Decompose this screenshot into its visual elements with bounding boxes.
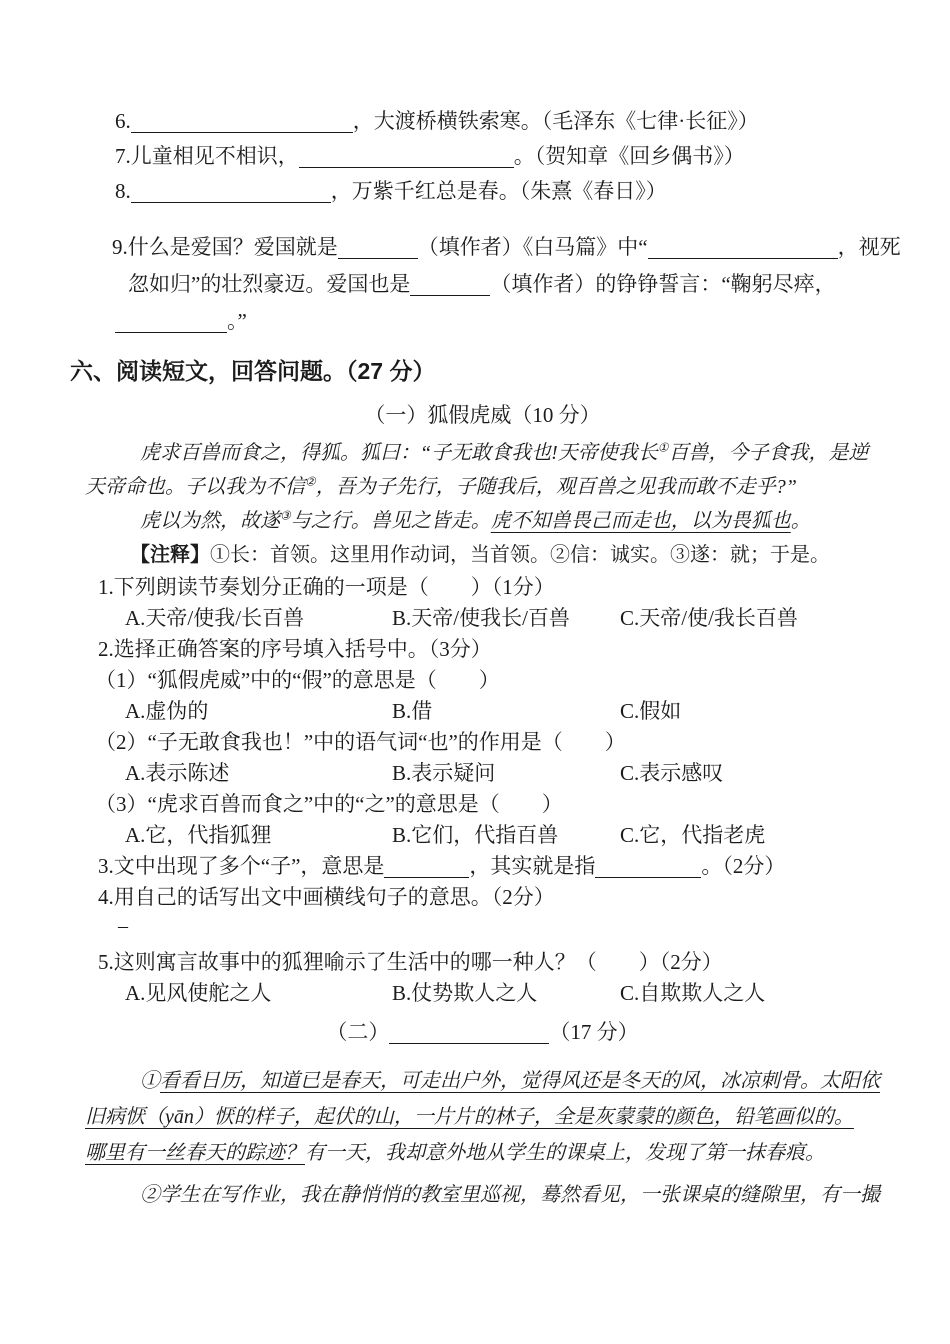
q4-stem: 4.用自己的话写出文中画横线句子的意思。（2分） bbox=[98, 885, 555, 909]
part-two-title: （二） （17 分） bbox=[326, 1020, 639, 1044]
fill-blank-question-7: 7.儿童相见不相识， 。（贺知章《回乡偶书》） bbox=[115, 144, 745, 168]
q2-sub2-option-c: C.表示感叹 bbox=[620, 761, 724, 785]
answer-blank bbox=[384, 876, 469, 878]
answer-blank bbox=[410, 294, 490, 296]
q3-stem: 3.文中出现了多个“子”，意思是 ，其实就是指 。（2分） bbox=[98, 854, 786, 878]
answer-line-row bbox=[85, 913, 880, 947]
q5-option-c: C.自欺欺人之人 bbox=[620, 981, 766, 1005]
q5-stem: 5.这则寓言故事中的狐狸喻示了生活中的哪一种人？（ ）（2分） bbox=[98, 950, 723, 974]
passage-line-2: 天帝命也。子以我为不信②，吾为子先行，子随我后，观百兽之见我而敢不走乎?” bbox=[85, 474, 797, 498]
q2-stem: 2.选择正确答案的序号填入括号中。（3分） bbox=[98, 637, 492, 661]
paragraph-2-line-1: ②学生在写作业，我在静悄悄的教室里巡视，蓦然看见，一张课桌的缝隙里，有一撮 bbox=[140, 1184, 880, 1206]
q2-sub1-stem: （1）“狐假虎威”中的“假”的意思是（ ） bbox=[95, 668, 500, 692]
answer-dash: – bbox=[118, 915, 128, 937]
passage-line-3: 虎以为然，故遂③与之行。兽见之皆走。虎不知兽畏己而走也，以为畏狐也。 bbox=[140, 508, 811, 532]
reading-paragraph-1 bbox=[85, 1063, 880, 1171]
passage-line-1: 虎求百兽而食之，得狐。狐曰：“子无敢食我也!天帝使我长①百兽，今子食我，是逆 bbox=[140, 440, 869, 464]
q1-option-b: B.天帝/使我长/百兽 bbox=[392, 606, 570, 630]
answer-blank bbox=[115, 331, 227, 333]
q2-sub1-option-a: A.虚伪的 bbox=[125, 699, 209, 723]
q2-sub2-options bbox=[85, 758, 880, 789]
q2-sub1-option-b: B.借 bbox=[392, 699, 433, 723]
q2-sub2-stem: （2）“子无敢食我也！”中的语气词“也”的作用是（ ） bbox=[95, 730, 626, 754]
reading-paragraph-2 bbox=[85, 1177, 880, 1213]
passage-notes-line: 【注释】①长：首领。这里用作动词，当首领。②信：诚实。③遂：就；于是。 bbox=[130, 544, 830, 566]
section-six-header: 六、阅读短文，回答问题。（27 分） bbox=[70, 358, 436, 384]
q2-sub3-option-a: A.它，代指狐狸 bbox=[125, 823, 272, 847]
q1-stem: 1.下列朗读节奏划分正确的一项是（ ）（1分） bbox=[98, 575, 555, 599]
q2-sub2-option-a: A.表示陈述 bbox=[125, 761, 230, 785]
fill-blank-question-9 bbox=[85, 229, 901, 340]
fill-blank-question-8: 8. ，万紫千红总是春。（朱熹《春日》） bbox=[115, 179, 667, 203]
question-9-line-2: 忽如归”的壮烈豪迈。爱国也是 （填作者）的铮铮誓言：“鞠躬尽瘁， bbox=[128, 272, 836, 296]
paragraph-1-line-3: 哪里有一丝春天的踪迹？有一天，我却意外地从学生的课桌上，发现了第一抹春痕。 bbox=[85, 1142, 825, 1164]
q2-sub1-option-c: C.假如 bbox=[620, 699, 682, 723]
q2-sub2-option-b: B.表示疑问 bbox=[392, 761, 496, 785]
q2-sub3-option-c: C.它，代指老虎 bbox=[620, 823, 766, 847]
classical-passage bbox=[85, 436, 880, 572]
answer-blank bbox=[648, 257, 838, 259]
paragraph-1-line-1: ①看看日历，知道已是春天，可走出户外，觉得风还是冬天的风，冰凉刺骨。太阳依 bbox=[140, 1070, 880, 1092]
q5-option-b: B.仗势欺人之人 bbox=[392, 981, 538, 1005]
q5-options bbox=[85, 978, 880, 1009]
question-9-line-1: 9.什么是爱国？爱国就是 （填作者）《白马篇》中“ ，视死 bbox=[112, 235, 901, 259]
q1-option-a: A.天帝/使我/长百兽 bbox=[125, 606, 305, 630]
q2-sub3-option-b: B.它们，代指百兽 bbox=[392, 823, 559, 847]
question-9-line-3: 。” bbox=[115, 303, 880, 340]
fill-blank-question-6: 6. ，大渡桥横铁索寒。（毛泽东《七律·长征》） bbox=[115, 109, 759, 133]
answer-blank bbox=[131, 131, 353, 133]
paragraph-1-line-2: 旧病恹（yān）恹的样子，起伏的山，一片片的林子，全是灰蒙蒙的颜色，铅笔画似的。 bbox=[85, 1106, 854, 1128]
answer-blank bbox=[338, 257, 418, 259]
q2-sub3-options bbox=[85, 820, 880, 851]
q1-options bbox=[85, 603, 880, 634]
answer-blank bbox=[299, 166, 514, 168]
q2-sub3-stem: （3）“虎求百兽而食之”中的“之”的意思是（ ） bbox=[95, 792, 563, 816]
q1-option-c: C.天帝/使/我长百兽 bbox=[620, 606, 798, 630]
part-one-title: （一）狐假虎威（10 分） bbox=[364, 403, 601, 427]
answer-blank bbox=[131, 201, 331, 203]
answer-blank bbox=[595, 876, 701, 878]
answer-blank bbox=[389, 1042, 549, 1044]
q5-option-a: A.见风使舵之人 bbox=[125, 981, 272, 1005]
q2-sub1-options bbox=[85, 696, 880, 727]
